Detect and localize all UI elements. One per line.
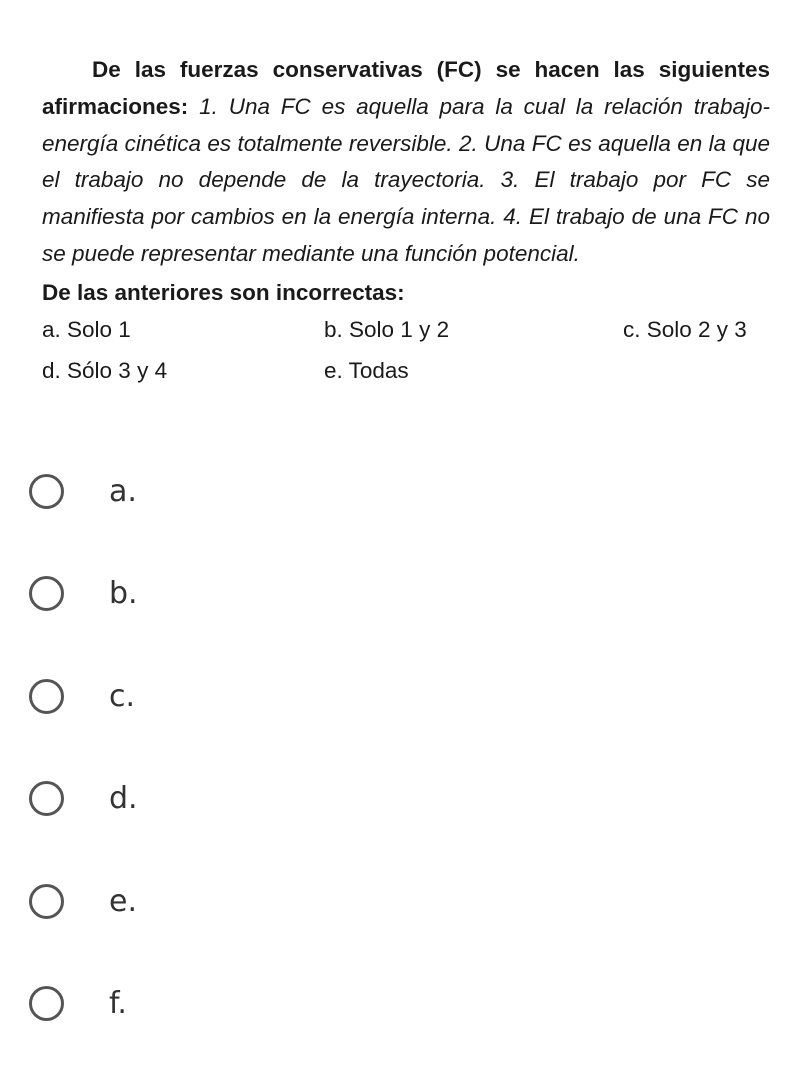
option-d[interactable] bbox=[0, 753, 796, 855]
option-e[interactable] bbox=[0, 856, 796, 958]
question-text bbox=[42, 52, 770, 394]
radio-button-a[interactable] bbox=[29, 474, 64, 509]
radio-button-c[interactable] bbox=[29, 679, 64, 714]
option-a[interactable] bbox=[0, 446, 796, 548]
radio-button-e[interactable] bbox=[29, 884, 64, 919]
answer-key-c: c. Solo 2 y 3 bbox=[623, 316, 747, 342]
option-d-label[interactable]: d. bbox=[109, 781, 138, 817]
option-f-label[interactable]: f. bbox=[109, 985, 127, 1021]
radio-button-b[interactable] bbox=[29, 576, 64, 611]
question-lead: De las fuerzas conservativas (FC) se hacen las siguientes afirmaciones: bbox=[42, 57, 770, 119]
radio-button-d[interactable] bbox=[29, 781, 64, 816]
question-statements: 1. Una FC es aquella para la cual la relación trabajo-energía cinética es totalmente reversible. 2. Una FC es aquella en la que el trabajo no depende de la trayectoria. 3. El trabajo por FC se manifiesta por cambios en la energía interna. 4. El trabajo de una FC no se puede representar mediante una función potencial. bbox=[42, 93, 770, 266]
option-a-label[interactable]: a. bbox=[109, 474, 137, 509]
option-f[interactable] bbox=[0, 958, 796, 1060]
question-paragraph bbox=[42, 52, 770, 273]
question-prompt: De las anteriores son incorrectas: bbox=[42, 279, 405, 305]
answer-key-d: d. Sólo 3 y 4 bbox=[42, 357, 168, 383]
answer-key-list bbox=[42, 312, 770, 394]
answer-key-b: b. Solo 1 y 2 bbox=[324, 316, 450, 342]
radio-button-f[interactable] bbox=[29, 986, 64, 1021]
option-c[interactable] bbox=[0, 651, 796, 753]
option-c-label[interactable]: c. bbox=[109, 678, 136, 714]
answer-key-a: a. Solo 1 bbox=[42, 316, 131, 342]
answer-options bbox=[0, 446, 796, 1060]
answer-key-e: e. Todas bbox=[324, 357, 409, 383]
option-e-label[interactable]: e. bbox=[109, 883, 137, 919]
option-b[interactable] bbox=[0, 548, 796, 650]
option-b-label[interactable]: b. bbox=[109, 576, 138, 612]
